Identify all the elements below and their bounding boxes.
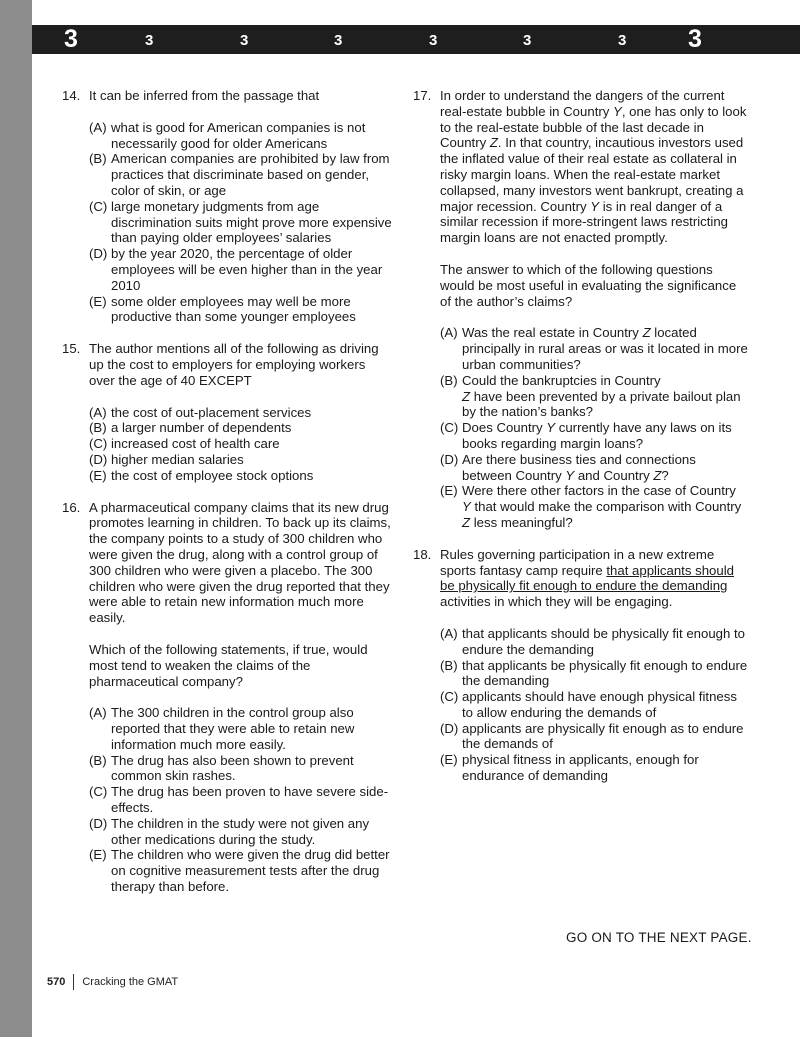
choice-text: applicants should have enough physical fitness to allow enduring the demands of [462,689,737,720]
answer-choice-c[interactable] [89,784,392,816]
choice-text: American companies are prohibited by law from practices that discriminate based on gender, color of skin, or age [111,151,390,198]
answer-choice-c[interactable] [89,436,392,452]
choice-label: (A) [440,625,458,641]
choice-text: The children who were given the drug did better on cognitive measurement tests after the drug therapy than before. [111,847,390,895]
section-number: 3 [64,25,78,53]
country-name: Z [462,514,471,530]
question-18 [413,547,748,784]
choice-text: less meaningful? [470,514,573,530]
choice-text: some older employees may well be more productive than some younger employees [111,293,356,325]
stem-text: . In that country, incautious investors used the inflated value of their real estate as collateral in risky margin loans. When the real-estate market collapsed, many investors went bankrupt, creating a major recession. Country [440,135,744,214]
answer-choice-b[interactable] [89,420,392,436]
choice-label: (E) [89,467,107,483]
question-number: 18. [413,546,432,562]
answer-choice-c[interactable] [440,420,748,452]
choice-label: (E) [89,847,107,863]
choice-text: the cost of employee stock options [111,467,314,483]
choice-label: (C) [89,198,108,214]
stem-text: Rules governing participation in a new extreme sports fantasy camp require [440,546,715,578]
choice-text: applicants are physically fit enough as to endure the demands of [462,720,744,752]
answer-choice-a[interactable] [89,120,392,152]
question-stem: The author mentions all of the following as driving up the cost to employers for employing workers over the age of 40 EXCEPT [89,341,379,388]
country-name: Y [546,420,556,436]
stem-text: is in real danger of a similar recession if more-stringent laws restricting margin loans are not enacted promptly. [440,198,729,246]
choice-label: (E) [440,483,458,499]
question-stem: A pharmaceutical company claims that its new drug promotes learning in children. To back up its claims, the company points to a study of 300 children who were given the drug, along with a control group of 300 children who were given a placebo. The 300 children who were given the drug reported that they were able to retain new information much more easily. [89,499,391,626]
section-number: 3 [429,32,438,49]
footer-divider [73,974,74,990]
answer-choice-d[interactable] [440,452,748,484]
choice-label: (B) [89,420,107,436]
choice-label: (D) [89,815,108,831]
question-number: 16. [62,499,81,515]
answer-choices [89,705,392,895]
choice-label: (A) [89,119,107,135]
choice-text: and Country [574,467,654,483]
choice-label: (C) [89,436,108,452]
answer-choice-e[interactable] [89,847,392,894]
choice-text: higher median salaries [111,451,244,467]
question-number: 17. [413,88,432,103]
choice-label: (E) [89,293,107,309]
section-header-bar [32,25,800,54]
stem-text: , one has only to look to the real-estate bubble of the last decade in Country [440,103,747,151]
choice-text: the cost of out-placement services [111,404,312,420]
answer-choice-a[interactable] [440,325,748,372]
question-17 [413,88,748,531]
section-number: 3 [240,32,249,49]
answer-choice-a[interactable] [440,626,748,658]
choice-text: located principally in rural areas or was it located in more urban communities? [462,325,748,372]
answer-choices [89,405,392,484]
question-number: 14. [62,88,81,103]
country-name: Z [462,388,471,404]
answer-choice-a[interactable] [89,705,392,752]
choice-text: The drug has been proven to have severe side-effects. [111,784,389,816]
answer-choice-d[interactable] [89,452,392,468]
question-16 [62,500,392,895]
choice-text: The children in the study were not given any other medications during the study. [111,815,370,847]
question-prompt: The answer to which of the following questions would be most useful in evaluating the significance of the author’s claims? [440,261,737,309]
question-stem: It can be inferred from the passage that [89,88,320,103]
choice-text: increased cost of health care [111,436,280,452]
choice-label: (B) [440,372,458,388]
answer-choice-a[interactable] [89,405,392,421]
go-on-notice: GO ON TO THE NEXT PAGE. [566,930,752,945]
choice-label: (D) [440,720,459,736]
country-name: Y [565,467,575,483]
page-number: 570 [47,976,66,988]
left-column [62,88,392,895]
answer-choice-b[interactable] [89,753,392,785]
choice-label: (A) [89,705,107,721]
answer-choices [440,325,748,530]
answer-choice-e[interactable] [440,483,748,530]
answer-choice-d[interactable] [89,246,392,293]
choice-label: (C) [440,420,459,436]
underlined-portion: that applicants should be physically fit enough to endure the demanding [440,562,734,594]
section-number: 3 [145,32,154,49]
choice-text: Could the bankruptcies in Country [462,372,661,388]
section-number: 3 [688,25,702,53]
choice-text: physical fitness in applicants, enough for endurance of demanding [462,752,699,784]
choice-text: Were there other factors in the case of Country [462,483,736,499]
choice-label: (C) [89,784,108,800]
choice-text: that would make the comparison with Country [470,499,742,515]
answer-choice-c[interactable] [89,199,392,246]
question-number: 15. [62,341,81,357]
choice-text: large monetary judgments from age discrimination suits might prove more expensive than paying older employees’ salaries [111,198,392,246]
choice-text: ? [661,467,669,483]
choice-text: The drug has also been shown to prevent common skin rashes. [111,752,354,784]
question-stem [440,547,748,610]
choice-label: (A) [89,404,107,420]
section-number: 3 [523,32,532,49]
answer-choice-c[interactable] [440,689,748,721]
country-name: Y [590,198,600,214]
country-name: Y [613,103,622,119]
choice-label: (D) [89,246,108,262]
choice-label: (C) [440,689,459,705]
choice-text: Are there business ties and connections between Country [462,451,696,483]
country-name: Z [653,467,662,483]
answer-choice-e[interactable] [89,294,392,326]
choice-label: (B) [89,752,107,768]
question-stem [440,88,748,246]
choice-text: currently have any laws on its books regarding margin loans? [462,420,732,451]
answer-choice-d[interactable] [440,721,748,753]
choice-label: (B) [89,151,107,167]
right-column [413,88,748,784]
choice-text: Does Country [462,420,547,436]
choice-text: Was the real estate in Country [462,325,643,341]
answer-choice-e[interactable] [89,468,392,484]
page-edge-bar [0,0,32,1037]
choice-text: that applicants be physically fit enough to endure the demanding [462,657,748,689]
stem-text: activities in which they will be engaging. [440,594,673,610]
country-name: Z [489,135,498,151]
choice-text: have been prevented by a private bailout plan by the nation’s banks? [462,388,741,420]
answer-choice-b[interactable] [440,373,748,420]
answer-choice-b[interactable] [89,151,392,198]
choice-text: by the year 2020, the percentage of older employees will be even higher than in the year 2010 [111,246,383,293]
answer-choice-e[interactable] [440,752,748,784]
section-number: 3 [334,32,343,49]
choice-label: (A) [440,325,458,341]
stem-text: In order to understand the dangers of the current real-estate bubble in Country [440,88,725,119]
answer-choices [89,120,392,325]
choice-text: what is good for American companies is not necessarily good for older Americans [111,119,366,151]
page-footer [47,974,178,990]
choice-label: (E) [440,752,458,768]
answer-choice-b[interactable] [440,658,748,690]
question-prompt: Which of the following statements, if true, would most tend to weaken the claims of the pharmaceutical company? [89,641,368,689]
answer-choices [440,626,748,784]
question-15 [62,341,392,483]
choice-label: (B) [440,657,458,673]
choice-text: The 300 children in the control group also reported that they were able to retain new information much more easily. [111,705,355,752]
country-name: Y [462,499,471,515]
answer-choice-d[interactable] [89,816,392,848]
book-title: Cracking the GMAT [82,976,179,988]
country-name: Z [642,325,651,341]
section-number: 3 [618,32,627,49]
choice-text: a larger number of dependents [111,420,292,436]
choice-label: (D) [89,451,108,467]
choice-label: (D) [440,451,459,467]
choice-text: that applicants should be physically fit enough to endure the demanding [462,625,745,657]
question-14 [62,88,392,325]
